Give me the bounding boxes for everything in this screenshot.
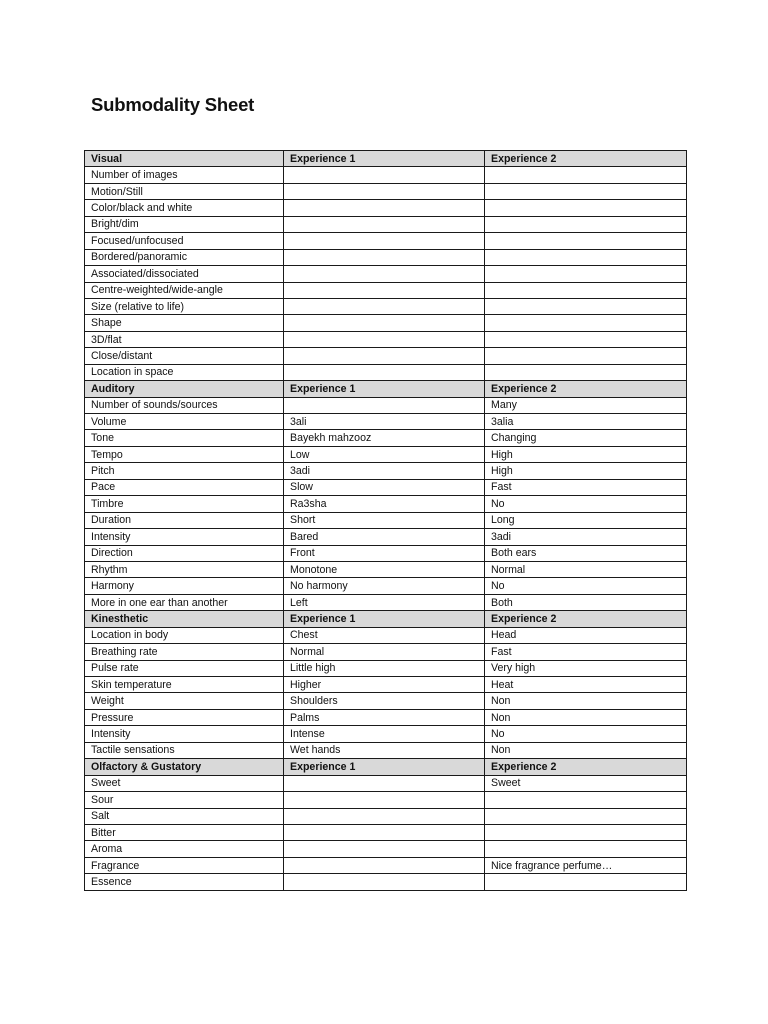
- table-row: [85, 726, 687, 742]
- table-row: [85, 594, 687, 610]
- table-row: [85, 348, 687, 364]
- experience-cell: [284, 808, 485, 824]
- table-row: [85, 808, 687, 824]
- experience-cell: 3alia: [485, 414, 687, 430]
- table-row: [85, 233, 687, 249]
- table-row: [85, 857, 687, 873]
- submodality-label: Bitter: [85, 824, 284, 840]
- submodality-table-body: [85, 151, 687, 891]
- submodality-label: Close/distant: [85, 348, 284, 364]
- submodality-label: Fragrance: [85, 857, 284, 873]
- submodality-label: Tempo: [85, 446, 284, 462]
- experience-cell: [485, 233, 687, 249]
- submodality-label: Number of sounds/sources: [85, 397, 284, 413]
- experience-cell: High: [485, 463, 687, 479]
- experience-cell: [284, 233, 485, 249]
- table-row: [85, 167, 687, 183]
- experience-cell: Low: [284, 446, 485, 462]
- table-row: [85, 496, 687, 512]
- submodality-label: Centre-weighted/wide-angle: [85, 282, 284, 298]
- experience-cell: [284, 266, 485, 282]
- submodality-label: Pressure: [85, 709, 284, 725]
- experience-cell: Changing: [485, 430, 687, 446]
- table-row: [85, 742, 687, 758]
- submodality-label: Salt: [85, 808, 284, 824]
- column-header: Experience 1: [284, 381, 485, 397]
- submodality-label: Pace: [85, 479, 284, 495]
- submodality-label: Harmony: [85, 578, 284, 594]
- experience-cell: Very high: [485, 660, 687, 676]
- experience-cell: [485, 874, 687, 890]
- column-header: Experience 2: [485, 381, 687, 397]
- submodality-label: Duration: [85, 512, 284, 528]
- submodality-label: Location in space: [85, 364, 284, 380]
- submodality-label: Focused/unfocused: [85, 233, 284, 249]
- column-header: Experience 1: [284, 759, 485, 775]
- submodality-label: Rhythm: [85, 561, 284, 577]
- experience-cell: [284, 874, 485, 890]
- experience-cell: Intense: [284, 726, 485, 742]
- experience-cell: Bared: [284, 529, 485, 545]
- submodality-label: Intensity: [85, 529, 284, 545]
- section-title: Kinesthetic: [85, 611, 284, 627]
- experience-cell: [485, 183, 687, 199]
- submodality-label: Direction: [85, 545, 284, 561]
- experience-cell: No harmony: [284, 578, 485, 594]
- submodality-label: Location in body: [85, 627, 284, 643]
- table-row: [85, 792, 687, 808]
- experience-cell: [485, 315, 687, 331]
- submodality-label: Associated/dissociated: [85, 266, 284, 282]
- submodality-label: Pulse rate: [85, 660, 284, 676]
- section-title: Olfactory & Gustatory: [85, 759, 284, 775]
- experience-cell: 3ali: [284, 414, 485, 430]
- submodality-label: Intensity: [85, 726, 284, 742]
- table-row: [85, 545, 687, 561]
- table-row: [85, 824, 687, 840]
- submodality-label: Pitch: [85, 463, 284, 479]
- experience-cell: [485, 331, 687, 347]
- table-row: [85, 298, 687, 314]
- experience-cell: [284, 315, 485, 331]
- experience-cell: [485, 792, 687, 808]
- table-row: [85, 249, 687, 265]
- experience-cell: [485, 167, 687, 183]
- experience-cell: Palms: [284, 709, 485, 725]
- submodality-label: More in one ear than another: [85, 594, 284, 610]
- table-row: [85, 414, 687, 430]
- experience-cell: [485, 824, 687, 840]
- table-row: [85, 709, 687, 725]
- table-row: [85, 529, 687, 545]
- column-header: Experience 1: [284, 611, 485, 627]
- table-row: [85, 200, 687, 216]
- table-row: [85, 874, 687, 890]
- experience-cell: [485, 348, 687, 364]
- experience-cell: [284, 364, 485, 380]
- experience-cell: Ra3sha: [284, 496, 485, 512]
- table-row: [85, 216, 687, 232]
- submodality-label: Skin temperature: [85, 677, 284, 693]
- experience-cell: [284, 824, 485, 840]
- experience-cell: Little high: [284, 660, 485, 676]
- submodality-label: 3D/flat: [85, 331, 284, 347]
- experience-cell: No: [485, 496, 687, 512]
- submodality-label: Motion/Still: [85, 183, 284, 199]
- table-row: [85, 282, 687, 298]
- table-row: [85, 775, 687, 791]
- section-title: Visual: [85, 151, 284, 167]
- table-row: [85, 183, 687, 199]
- experience-cell: [284, 183, 485, 199]
- table-row: [85, 430, 687, 446]
- page-title: Submodality Sheet: [91, 94, 255, 115]
- experience-cell: Heat: [485, 677, 687, 693]
- experience-cell: Fast: [485, 479, 687, 495]
- submodality-label: Aroma: [85, 841, 284, 857]
- table-row: [85, 693, 687, 709]
- table-row: [85, 561, 687, 577]
- experience-cell: [284, 857, 485, 873]
- table-row: [85, 315, 687, 331]
- column-header: Experience 2: [485, 759, 687, 775]
- experience-cell: [284, 282, 485, 298]
- experience-cell: Non: [485, 709, 687, 725]
- submodality-table: [84, 150, 687, 891]
- table-row: [85, 644, 687, 660]
- experience-cell: Left: [284, 594, 485, 610]
- column-header: Experience 2: [485, 611, 687, 627]
- section-header-row: [85, 611, 687, 627]
- submodality-label: Bordered/panoramic: [85, 249, 284, 265]
- submodality-label: Shape: [85, 315, 284, 331]
- experience-cell: [284, 775, 485, 791]
- experience-cell: [284, 348, 485, 364]
- section-header-row: [85, 759, 687, 775]
- experience-cell: [485, 216, 687, 232]
- submodality-label: Weight: [85, 693, 284, 709]
- experience-cell: [485, 266, 687, 282]
- experience-cell: Chest: [284, 627, 485, 643]
- experience-cell: Slow: [284, 479, 485, 495]
- column-header: Experience 1: [284, 151, 485, 167]
- experience-cell: No: [485, 726, 687, 742]
- experience-cell: [284, 331, 485, 347]
- submodality-label: Tactile sensations: [85, 742, 284, 758]
- table-row: [85, 578, 687, 594]
- experience-cell: Both: [485, 594, 687, 610]
- experience-cell: Higher: [284, 677, 485, 693]
- table-row: [85, 331, 687, 347]
- experience-cell: [284, 792, 485, 808]
- submodality-label: Bright/dim: [85, 216, 284, 232]
- section-header-row: [85, 151, 687, 167]
- experience-cell: Monotone: [284, 561, 485, 577]
- table-row: [85, 397, 687, 413]
- experience-cell: [284, 249, 485, 265]
- table-row: [85, 446, 687, 462]
- experience-cell: [485, 249, 687, 265]
- experience-cell: Nice fragrance perfume…: [485, 857, 687, 873]
- experience-cell: High: [485, 446, 687, 462]
- experience-cell: Both ears: [485, 545, 687, 561]
- experience-cell: Sweet: [485, 775, 687, 791]
- column-header: Experience 2: [485, 151, 687, 167]
- table-row: [85, 266, 687, 282]
- experience-cell: [284, 167, 485, 183]
- submodality-label: Tone: [85, 430, 284, 446]
- submodality-label: Number of images: [85, 167, 284, 183]
- experience-cell: [284, 200, 485, 216]
- experience-cell: 3adi: [284, 463, 485, 479]
- submodality-label: Sour: [85, 792, 284, 808]
- experience-cell: Wet hands: [284, 742, 485, 758]
- experience-cell: [284, 841, 485, 857]
- experience-cell: No: [485, 578, 687, 594]
- table-row: [85, 512, 687, 528]
- table-row: [85, 364, 687, 380]
- experience-cell: Fast: [485, 644, 687, 660]
- experience-cell: [284, 216, 485, 232]
- table-row: [85, 627, 687, 643]
- submodality-label: Volume: [85, 414, 284, 430]
- table-row: [85, 463, 687, 479]
- section-header-row: [85, 381, 687, 397]
- experience-cell: Normal: [284, 644, 485, 660]
- experience-cell: Many: [485, 397, 687, 413]
- experience-cell: [284, 397, 485, 413]
- section-title: Auditory: [85, 381, 284, 397]
- table-row: [85, 479, 687, 495]
- submodality-label: Timbre: [85, 496, 284, 512]
- experience-cell: [485, 841, 687, 857]
- submodality-label: Essence: [85, 874, 284, 890]
- experience-cell: Long: [485, 512, 687, 528]
- experience-cell: [485, 808, 687, 824]
- experience-cell: [485, 298, 687, 314]
- experience-cell: [485, 282, 687, 298]
- experience-cell: [485, 200, 687, 216]
- table-row: [85, 677, 687, 693]
- table-row: [85, 660, 687, 676]
- submodality-label: Sweet: [85, 775, 284, 791]
- experience-cell: [485, 364, 687, 380]
- experience-cell: Short: [284, 512, 485, 528]
- table-row: [85, 841, 687, 857]
- experience-cell: Shoulders: [284, 693, 485, 709]
- experience-cell: Non: [485, 742, 687, 758]
- experience-cell: Bayekh mahzooz: [284, 430, 485, 446]
- experience-cell: Non: [485, 693, 687, 709]
- experience-cell: 3adi: [485, 529, 687, 545]
- experience-cell: Normal: [485, 561, 687, 577]
- submodality-label: Size (relative to life): [85, 298, 284, 314]
- experience-cell: Head: [485, 627, 687, 643]
- submodality-label: Color/black and white: [85, 200, 284, 216]
- experience-cell: Front: [284, 545, 485, 561]
- experience-cell: [284, 298, 485, 314]
- submodality-label: Breathing rate: [85, 644, 284, 660]
